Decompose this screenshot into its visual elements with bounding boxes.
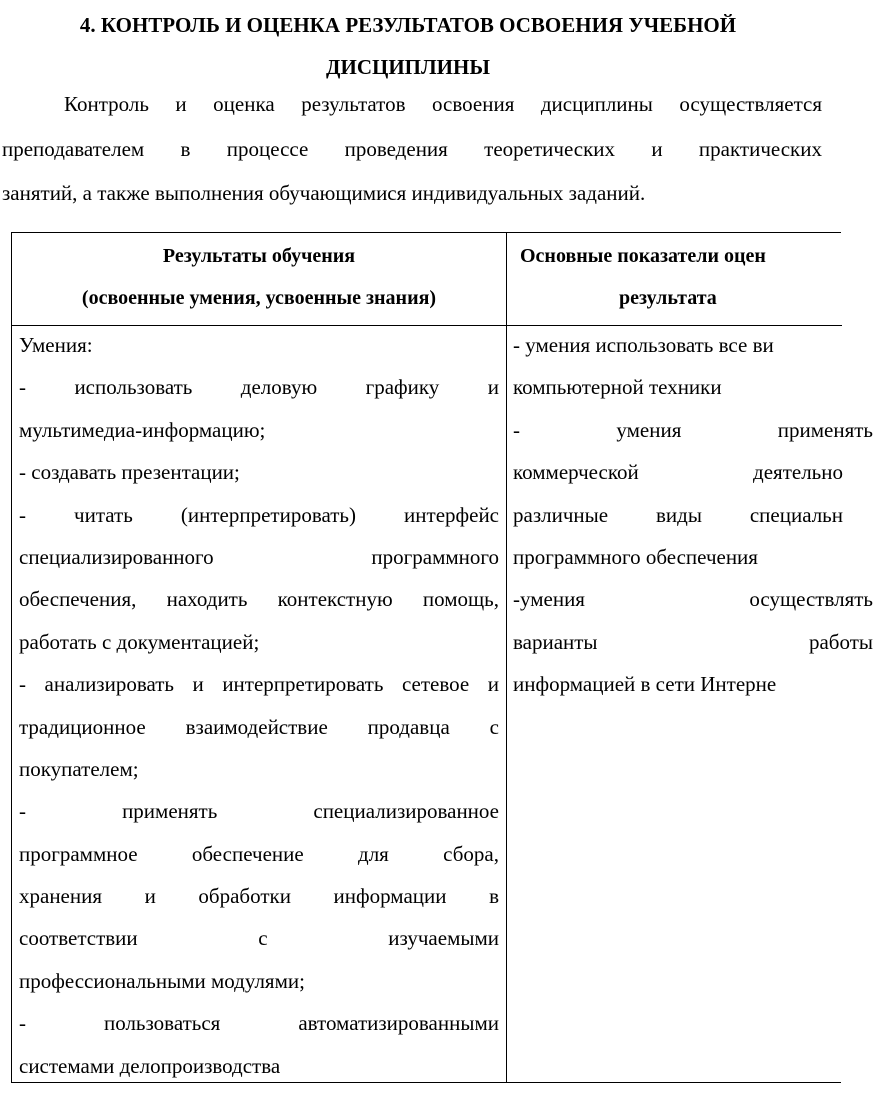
- header-evaluation-indicators: [507, 235, 842, 319]
- indicator-line: компьютерной техники: [513, 375, 722, 400]
- intro-paragraph: [2, 82, 822, 216]
- skills-line: - применять специализированное: [19, 799, 499, 824]
- indicator-line: -умения осуществлять: [513, 587, 873, 612]
- intro-line-1: Контроль и оценка результатов освоения дисциплины осуществляется: [64, 92, 822, 116]
- header-learning-results: [12, 235, 506, 319]
- skills-line: программное обеспечение для сбора,: [19, 841, 499, 866]
- skills-line: соответствии с изучаемыми: [19, 926, 499, 951]
- skills-line: покупателем;: [19, 756, 139, 781]
- header-evaluation-indicators-line-2: результата: [619, 287, 717, 309]
- section-title-line-1: 4. КОНТРОЛЬ И ОЦЕНКА РЕЗУЛЬТАТОВ ОСВОЕНИЯ УЧЕБНОЙ: [79, 13, 737, 37]
- indicator-line: различные виды специальн: [513, 502, 843, 527]
- skills-line: специализированного программного: [19, 544, 499, 569]
- indicator-line: варианты работы: [513, 629, 873, 654]
- indicator-line: программного обеспечения: [513, 544, 758, 569]
- header-evaluation-indicators-line-1: Основные показатели оцен: [520, 245, 766, 267]
- skills-line: Умения:: [19, 333, 93, 357]
- indicator-line: - умения применять: [513, 417, 873, 442]
- skills-line: - читать (интерпретировать) интерфейс: [19, 502, 499, 527]
- skills-line: - использовать деловую графику и: [19, 375, 499, 400]
- indicator-line: информацией в сети Интерне: [513, 672, 777, 697]
- skills-line: - пользоваться автоматизированными: [19, 1011, 499, 1036]
- skills-line: традиционное взаимодействие продавца с: [19, 714, 499, 739]
- table-column-divider: [506, 233, 507, 1083]
- skills-line: мультимедиа-информацию;: [19, 417, 266, 442]
- indicator-line: - умения использовать все ви: [513, 333, 774, 357]
- cell-skills: [19, 324, 499, 1087]
- section-title-line-2: ДИСЦИПЛИНЫ: [326, 55, 490, 79]
- section-title: [0, 4, 816, 88]
- skills-line: профессиональными модулями;: [19, 968, 305, 993]
- skills-line: системами делопроизводства: [19, 1053, 281, 1078]
- results-table: [11, 232, 873, 1083]
- intro-line-3: занятий, а также выполнения обучающимися индивидуальных заданий.: [2, 181, 646, 205]
- header-learning-results-line-2: (освоенные умения, усвоенные знания): [81, 287, 437, 309]
- skills-line: - анализировать и интерпретировать сетевое и: [19, 672, 499, 697]
- intro-line-2: преподавателем в процессе проведения теоретических и практических: [2, 136, 822, 161]
- cell-indicators: [513, 324, 873, 706]
- indicator-line: коммерческой деятельно: [513, 460, 843, 485]
- skills-line: обеспечения, находить контекстную помощь,: [19, 587, 499, 612]
- skills-line: хранения и обработки информации в: [19, 884, 499, 909]
- skills-line: - создавать презентации;: [19, 460, 240, 485]
- skills-line: работать с документацией;: [19, 629, 260, 654]
- header-learning-results-line-1: Результаты обучения: [162, 245, 356, 267]
